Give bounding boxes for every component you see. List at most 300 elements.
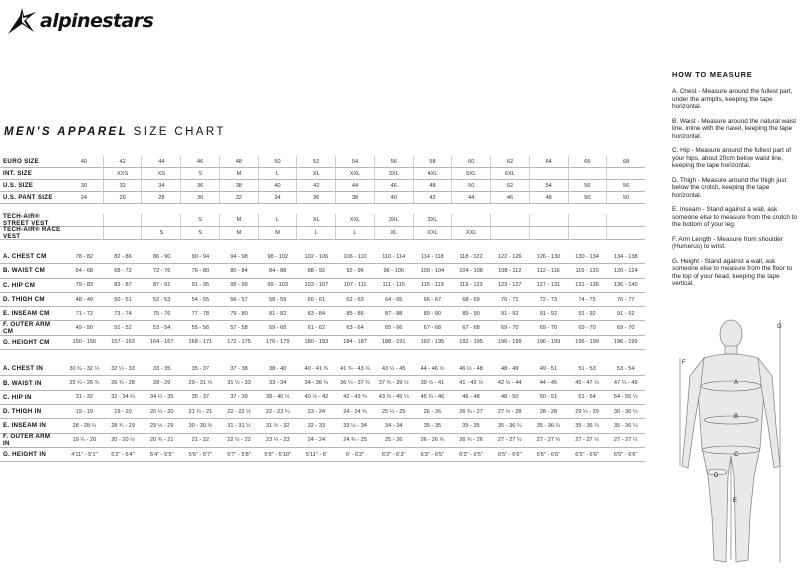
- table-cell: 31 - 31 ½: [227, 422, 251, 429]
- figure-label-f: F: [682, 360, 686, 366]
- table-cell: 89 - 90: [423, 310, 442, 317]
- table-cell: 53 - 54: [152, 325, 171, 332]
- table-cell: S: [180, 214, 219, 226]
- table-cell: 87 - 91: [152, 282, 171, 289]
- table-cell: 38: [335, 192, 374, 203]
- table-cell: 70 - 71: [501, 296, 519, 303]
- row-label: INT. SIZE: [3, 170, 33, 177]
- table-cell: 91 - 92: [578, 310, 596, 317]
- table-cell: 51 - 52: [114, 325, 132, 332]
- table-cell: 28: [141, 192, 180, 203]
- table-cell: 55 - 56: [191, 325, 210, 332]
- table-cell: 46: [374, 180, 413, 191]
- table-cell: 157 - 163: [111, 339, 135, 346]
- table-cell: 25 - 26: [385, 437, 403, 444]
- title-light: SIZE CHART: [133, 126, 226, 138]
- table-cell: 98 - 102: [267, 253, 288, 260]
- measure-inseam: E. Inseam - Stand against a wall, ask someone else to measure from the crotch to the bottom of your leg.: [672, 206, 798, 228]
- table-cell: 32 ¼ - 33: [111, 365, 135, 372]
- table-cell: M: [258, 227, 297, 239]
- measure-arm-length: F. Arm Length - Measure from shoulder (Humerus) to wrist.: [672, 235, 783, 250]
- table-cell: 115 - 119: [420, 282, 444, 289]
- table-cell: 27 - 27 ½: [613, 437, 638, 444]
- table-cell: 6'5" - 6'6": [613, 451, 638, 458]
- table-cell: S: [141, 227, 180, 239]
- table-cell: 22 - 23 ¼: [265, 408, 290, 415]
- section-spacer: [0, 350, 645, 362]
- in-row: [0, 376, 645, 390]
- table-cell: XXL: [335, 168, 374, 179]
- table-cell: 96 - 100: [383, 267, 404, 274]
- table-cell: XS: [141, 168, 180, 179]
- vest-row: [0, 214, 645, 227]
- table-cell: 5'11" - 6': [305, 451, 327, 458]
- table-cell: 64 - 68: [75, 267, 94, 274]
- table-cell: 172 - 175: [227, 339, 251, 346]
- table-cell: 126 - 130: [536, 253, 561, 260]
- table-cell: 19 - 19: [75, 408, 94, 415]
- table-cell: 48: [413, 180, 452, 191]
- table-cell: 46 ½ - 48: [459, 365, 483, 372]
- in-row: [0, 448, 645, 462]
- table-cell: 62: [490, 156, 529, 167]
- table-cell: [65, 168, 103, 179]
- table-cell: 118 - 122: [459, 253, 483, 260]
- row-label: E. INSEAM CM: [3, 310, 50, 318]
- in-row: [0, 434, 645, 448]
- table-cell: 59 - 60: [268, 325, 287, 332]
- table-cell: 58 - 59: [268, 296, 287, 303]
- table-cell: 61 - 62: [307, 325, 326, 332]
- measure-height: G. Height - Stand against a wall, ask someone else to measure from the floor to the top of your head, keeping the tape vertical.: [672, 257, 793, 287]
- table-cell: 192 - 195: [459, 339, 483, 346]
- title-bold: MEN'S APPAREL: [4, 126, 129, 138]
- table-cell: 127 - 131: [536, 282, 561, 289]
- table-cell: 192 - 195: [420, 339, 445, 346]
- table-cell: 50: [258, 156, 297, 167]
- table-cell: 39 ½ - 41: [420, 380, 445, 387]
- table-cell: 196 - 199: [536, 339, 561, 346]
- table-cell: 56: [568, 180, 607, 191]
- row-label: B. WAIST IN: [3, 379, 42, 387]
- table-cell: 130 - 134: [575, 253, 599, 260]
- size-row: [0, 168, 645, 180]
- how-to-measure-heading: HOW TO MEASURE: [672, 70, 753, 79]
- table-cell: [490, 214, 529, 226]
- table-cell: 34 ¼ - 35: [149, 394, 174, 401]
- table-cell: 48 - 49: [501, 365, 519, 372]
- table-cell: 45 ¼ - 46: [420, 394, 445, 401]
- table-cell: 20 ¾ - 21: [149, 437, 174, 444]
- table-cell: 180 - 183: [304, 339, 329, 346]
- table-cell: 28 - 28: [539, 408, 558, 415]
- table-cell: L: [258, 168, 297, 179]
- table-cell: 43 ¼ - 45: [381, 365, 406, 372]
- table-cell: 6' - 6'2": [345, 451, 365, 458]
- table-cell: 34 - 34: [385, 422, 403, 429]
- table-cell: 36: [180, 180, 219, 191]
- table-cell: 30: [180, 192, 219, 203]
- table-cell: 73 - 74: [114, 310, 132, 317]
- row-label: C. HIP CM: [3, 281, 36, 289]
- table-cell: [606, 214, 645, 226]
- table-cell: [529, 168, 568, 179]
- figure-label-a: A: [734, 380, 739, 386]
- table-cell: 29 ½ - 29: [149, 422, 174, 429]
- table-cell: 27 ½ - 28: [497, 408, 522, 415]
- table-cell: 88 - 92: [307, 267, 326, 274]
- table-cell: 6'5" - 6'6": [536, 451, 561, 458]
- row-label: TECH-AIR® STREET VEST: [3, 213, 49, 227]
- table-cell: 35 - 35: [423, 422, 442, 429]
- row-label: A. CHEST CM: [3, 253, 47, 261]
- table-cell: 81 - 82: [268, 310, 287, 317]
- table-cell: 49 - 51: [539, 365, 558, 372]
- table-cell: 32: [103, 180, 142, 191]
- table-cell: 196 - 199: [613, 339, 638, 346]
- table-cell: 27 - 27 ½: [497, 437, 522, 444]
- table-cell: 68: [606, 156, 645, 167]
- table-cell: 106 - 110: [343, 253, 367, 260]
- table-cell: 4XL: [413, 168, 452, 179]
- row-label: U.S. SIZE: [3, 182, 34, 189]
- figure-label-b: B: [734, 414, 739, 420]
- table-cell: 24 - 24: [307, 437, 326, 444]
- table-cell: 26: [103, 192, 142, 203]
- table-cell: 37 ¾ - 39 ½: [378, 380, 409, 387]
- table-cell: 76 - 80: [191, 267, 210, 274]
- row-label: F. OUTER ARM IN: [3, 433, 51, 448]
- row-label: G. HEIGHT CM: [3, 338, 50, 346]
- table-cell: 31 - 32: [75, 394, 94, 401]
- cm-row: [0, 293, 645, 307]
- measure-thigh: D. Thigh - Measure around the thigh just below the crotch, keeping the tape horizontal.: [672, 176, 787, 199]
- table-cell: 22 ½ - 22: [227, 437, 251, 444]
- size-row: [0, 180, 645, 192]
- table-cell: 72 - 76: [152, 267, 171, 274]
- table-cell: 120 - 124: [613, 267, 638, 274]
- table-cell: 33 - 34: [268, 380, 287, 387]
- table-cell: 46: [180, 156, 219, 167]
- table-cell: 31 ½ - 33: [227, 380, 251, 387]
- table-cell: 123 - 127: [497, 282, 522, 289]
- table-cell: [451, 214, 490, 226]
- table-cell: 56: [374, 156, 413, 167]
- table-cell: 40: [374, 192, 413, 203]
- in-row: [0, 362, 645, 376]
- table-cell: XXL: [451, 227, 490, 239]
- table-cell: 65 - 66: [385, 325, 403, 332]
- table-cell: 5'7" - 5'8": [227, 451, 251, 458]
- table-cell: 54: [335, 156, 374, 167]
- table-cell: 32: [219, 192, 258, 203]
- table-cell: 50: [568, 192, 607, 203]
- table-cell: 91 - 92: [501, 310, 519, 317]
- table-cell: 32 - 33: [307, 422, 326, 429]
- table-cell: XXL: [335, 214, 374, 226]
- size-row: [0, 156, 645, 168]
- table-cell: 35 - 37: [191, 394, 210, 401]
- table-cell: 51 - 54: [578, 394, 596, 401]
- table-cell: 108 - 112: [498, 267, 522, 274]
- measure-waist: B. Waist - Measure around the natural waist line, inline with the navel, keeping the tape horizontal.: [672, 117, 797, 140]
- table-cell: [529, 214, 568, 226]
- table-cell: 23 ¼ - 23: [265, 437, 290, 444]
- table-cell: 42: [103, 156, 142, 167]
- table-cell: 6XL: [490, 168, 529, 179]
- table-cell: 52: [490, 180, 529, 191]
- table-cell: [529, 227, 568, 239]
- table-cell: 196 - 199: [497, 339, 522, 346]
- table-cell: 77 - 78: [191, 310, 210, 317]
- table-cell: 80 - 84: [230, 267, 248, 274]
- table-cell: [568, 168, 607, 179]
- table-cell: 4'11" - 5'1": [71, 451, 98, 458]
- table-cell: 75 - 76: [152, 310, 171, 317]
- table-cell: 131 - 136: [575, 282, 599, 289]
- table-cell: 24 ¾ - 25: [343, 437, 367, 444]
- table-cell: 99 - 103: [267, 282, 288, 289]
- size-chart-table: [0, 156, 645, 462]
- table-cell: 5'9" - 5'10": [264, 451, 292, 458]
- table-cell: 6'2" - 6'3": [381, 451, 406, 458]
- cm-row: [0, 279, 645, 293]
- table-cell: 107 - 111: [343, 282, 367, 289]
- table-cell: 184 - 187: [343, 339, 367, 346]
- table-cell: 74 - 75: [578, 296, 596, 303]
- table-cell: 84 - 88: [268, 267, 287, 274]
- table-cell: S: [180, 227, 219, 239]
- figure-label-d: D: [714, 473, 719, 479]
- table-cell: 69 - 70: [501, 325, 519, 332]
- table-cell: XL: [296, 214, 335, 226]
- table-cell: 48: [529, 192, 568, 203]
- row-label: TECH-AIR® RACE VEST: [3, 226, 61, 240]
- table-cell: 40 - 41 ¾: [304, 365, 329, 372]
- table-cell: 50 - 51: [114, 296, 132, 303]
- table-cell: 30 - 30 ¼: [613, 408, 638, 415]
- table-cell: S: [180, 168, 219, 179]
- table-cell: L: [258, 214, 297, 226]
- row-label: A. CHEST IN: [3, 365, 44, 373]
- table-cell: 38: [219, 180, 258, 191]
- vest-row: [0, 227, 645, 240]
- table-cell: 116 - 120: [575, 267, 599, 274]
- table-cell: 25 ¼ - 26 ¾: [69, 380, 100, 387]
- table-cell: 104 - 108: [459, 267, 483, 274]
- table-cell: 91 - 92: [539, 310, 558, 317]
- table-cell: 82 - 86: [114, 253, 132, 260]
- table-cell: 48 - 49: [75, 296, 94, 303]
- table-cell: 21 ¼ - 21: [188, 408, 213, 415]
- table-cell: 26 ¾ - 26: [459, 437, 483, 444]
- table-cell: 26 ¾ - 28: [111, 380, 135, 387]
- table-cell: 48: [219, 156, 258, 167]
- table-cell: [490, 227, 529, 239]
- table-cell: XXL: [413, 227, 452, 239]
- table-cell: L: [296, 227, 335, 239]
- table-cell: 20 - 20 ½: [111, 437, 135, 444]
- table-cell: XXS: [103, 168, 142, 179]
- table-cell: 5'4" - 5'5": [149, 451, 174, 458]
- table-cell: 6'3" - 6'5": [420, 451, 445, 458]
- table-cell: 35 - 36 ¼: [536, 422, 561, 429]
- table-cell: 51 - 53: [578, 365, 596, 372]
- table-cell: 50 - 51: [539, 394, 558, 401]
- table-cell: XL: [296, 168, 335, 179]
- table-cell: 176 - 179: [265, 339, 290, 346]
- table-cell: 69 - 70: [617, 325, 635, 332]
- table-cell: 56: [606, 180, 645, 191]
- table-cell: 62 - 63: [346, 296, 364, 303]
- table-cell: 63 - 64: [346, 325, 364, 332]
- figure-label-c: C: [734, 452, 739, 458]
- table-cell: 6'3" - 6'5": [459, 451, 483, 458]
- table-cell: 87 - 88: [385, 310, 403, 317]
- brand-logo: [6, 6, 153, 36]
- table-cell: 36: [296, 192, 335, 203]
- cm-row: [0, 307, 645, 321]
- row-label: EURO SIZE: [3, 158, 40, 165]
- table-cell: 19 - 20: [114, 408, 132, 415]
- figure-label-e: E: [733, 498, 738, 504]
- page-title: [4, 126, 226, 138]
- table-cell: [606, 227, 645, 239]
- table-cell: 44: [451, 192, 490, 203]
- table-cell: 33 ½ - 34: [343, 422, 367, 429]
- table-cell: 95 - 99: [230, 282, 248, 289]
- table-cell: 41 ¾ - 43 ¼: [340, 365, 370, 372]
- table-cell: 29 ¼ - 29: [575, 408, 599, 415]
- table-cell: 24: [80, 194, 87, 201]
- table-cell: 21 - 22: [191, 437, 210, 444]
- table-cell: 26 ¾ - 27: [459, 408, 483, 415]
- table-cell: 66: [568, 156, 607, 167]
- table-cell: 35 - 35: [462, 422, 480, 429]
- table-cell: 36 ¼ - 37 ¾: [340, 380, 370, 387]
- table-cell: 60: [451, 156, 490, 167]
- table-cell: 78 - 82: [75, 253, 94, 260]
- table-cell: 136 - 140: [613, 282, 638, 289]
- table-cell: 34: [141, 180, 180, 191]
- figure-label-g: G: [777, 324, 782, 330]
- table-cell: [141, 214, 180, 226]
- table-cell: [103, 214, 142, 226]
- table-cell: 34: [258, 192, 297, 203]
- table-cell: M: [219, 227, 258, 239]
- table-cell: 44 - 45: [539, 380, 558, 387]
- table-cell: 112 - 116: [536, 267, 560, 274]
- table-cell: 29 - 31 ½: [188, 380, 213, 387]
- table-cell: 20 ¼ - 20: [149, 408, 174, 415]
- table-cell: [568, 214, 607, 226]
- table-cell: 28 - 29: [152, 380, 171, 387]
- table-cell: 85 - 86: [346, 310, 364, 317]
- table-cell: M: [219, 168, 258, 179]
- how-to-measure-panel: [672, 70, 798, 295]
- table-cell: 28 ¾ - 29: [111, 422, 135, 429]
- table-cell: 50: [451, 180, 490, 191]
- table-cell: 79 - 83: [75, 282, 94, 289]
- table-cell: 69 - 70: [539, 325, 558, 332]
- table-cell: 33 - 35: [152, 365, 171, 372]
- table-cell: 86 - 90: [152, 253, 171, 260]
- table-cell: 56 - 57: [230, 296, 248, 303]
- table-cell: 110 - 114: [382, 253, 406, 260]
- table-cell: 54 - 55: [191, 296, 210, 303]
- table-cell: 27 - 27 ½: [575, 437, 599, 444]
- table-cell: 30 ¾ - 32 ¼: [69, 365, 100, 372]
- table-cell: 23 - 24: [307, 408, 326, 415]
- in-row: [0, 419, 645, 433]
- table-cell: XL: [374, 227, 413, 239]
- table-cell: 111 - 115: [382, 282, 405, 289]
- table-cell: 52: [296, 156, 335, 167]
- table-cell: 5'6" - 5'7": [188, 451, 213, 458]
- table-cell: 3XL: [413, 214, 452, 226]
- measure-chest: A. Chest - Measure around the fullest part, under the armpits, keeping the tape horizontal.: [672, 88, 793, 110]
- table-cell: 102 - 106: [304, 253, 329, 260]
- section-spacer: [0, 240, 645, 250]
- star-logo-icon: [6, 6, 38, 36]
- table-cell: [65, 227, 103, 239]
- table-cell: 79 - 80: [230, 310, 248, 317]
- table-cell: 22 - 22 ½: [227, 408, 251, 415]
- table-cell: 76 - 77: [617, 296, 635, 303]
- table-cell: 94 - 98: [230, 253, 248, 260]
- brand-name: alpinestars: [40, 10, 154, 32]
- table-cell: [103, 227, 142, 239]
- section-spacer: [0, 204, 645, 214]
- table-cell: 42 - 43 ¾: [343, 394, 367, 401]
- cm-row: [0, 264, 645, 278]
- table-cell: 89 - 90: [462, 310, 480, 317]
- table-cell: 64 - 65: [385, 296, 403, 303]
- table-cell: 42: [413, 192, 452, 203]
- table-cell: 53 - 54: [617, 365, 635, 372]
- table-cell: 119 - 123: [459, 282, 483, 289]
- table-cell: 39 - 40 ½: [265, 394, 290, 401]
- row-label: C. HIP IN: [3, 393, 32, 401]
- table-cell: 67 - 68: [462, 325, 480, 332]
- table-cell: 67 - 68: [423, 325, 442, 332]
- table-cell: 28 - 28 ¼: [72, 422, 97, 429]
- table-cell: 37 - 38: [230, 365, 248, 372]
- table-cell: [568, 227, 607, 239]
- table-cell: 42 ½ - 44: [497, 380, 522, 387]
- table-cell: 91 - 95: [191, 282, 210, 289]
- table-cell: 40: [80, 158, 87, 165]
- table-cell: 100 - 104: [420, 267, 445, 274]
- table-cell: 114 - 118: [420, 253, 444, 260]
- table-cell: 57 - 58: [230, 325, 248, 332]
- in-row: [0, 391, 645, 405]
- table-cell: 3XL: [374, 168, 413, 179]
- table-cell: 35 - 36 ¼: [497, 422, 522, 429]
- table-cell: 58: [413, 156, 452, 167]
- measure-hip: C. Hip - Measure around the fullest part of your hips, about 20cm below waist line, keeping the tape horizontal.: [672, 147, 791, 169]
- row-label: D. THIGH CM: [3, 296, 45, 304]
- table-cell: 45 - 47 ¼: [575, 380, 599, 387]
- table-cell: 150 - 156: [72, 339, 97, 346]
- table-cell: 26 - 26 ¾: [420, 437, 445, 444]
- table-cell: 68 - 69: [462, 296, 480, 303]
- table-cell: 66 - 67: [423, 296, 442, 303]
- table-cell: 164 - 167: [149, 339, 174, 346]
- table-cell: 40: [258, 180, 297, 191]
- table-cell: 46: [490, 192, 529, 203]
- table-cell: 40 ½ - 42: [304, 394, 329, 401]
